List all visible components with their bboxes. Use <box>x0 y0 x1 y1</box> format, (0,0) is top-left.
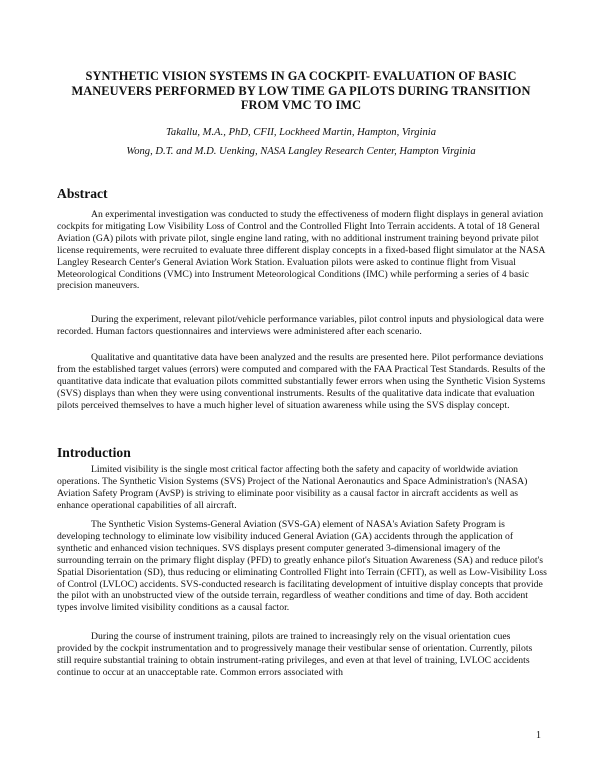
abstract-paragraph-3: Qualitative and quantitative data have been analyzed and the results are presented here. Pilot performance deviations from the established target values (errors) were computed and compared with the FAA Practical Test Standards. Results of the quantitative data indicate that evaluation pilots committed substantially fewer errors when using the Synthetic Vision Systems (SVS) displays than when they were using conventional instruments. Results of the qualitative data indicate that evaluation pilots perceived themselves to have a much higher level of situation awareness while using the SVS display concept. <box>57 352 546 411</box>
introduction-paragraph-3: During the course of instrument training, pilots are trained to increasingly rely on the visual orientation cues provided by the cockpit instrumentation and to progressively manage their vestibular sense of orientation. Currently, pilots still require substantial training to obtain instrument-rating privileges, and even at that level of training, LVLOC accidents continue to occur at an unacceptable rate. Common errors associated with <box>57 631 533 678</box>
paper-title: SYNTHETIC VISION SYSTEMS IN GA COCKPIT- EVALUATION OF BASIC MANEUVERS PERFORMED BY LOW TIME GA PILOTS DURING TRANSITION FROM VMC TO IMC <box>71 69 531 113</box>
abstract-heading: Abstract <box>57 186 108 201</box>
page-number: 1 <box>536 730 541 741</box>
introduction-paragraph-1: Limited visibility is the single most critical factor affecting both the safety and capacity of worldwide aviation operations. The Synthetic Vision Systems (SVS) Project of the National Aeronautics and Space Administration's (NASA) Aviation Safety Program (AvSP) is striving to eliminate poor visibility as a causal factor in aircraft accidents as well as enhance operational capabilities of all aircraft. <box>57 464 528 511</box>
author-line-1: Takallu, M.A., PhD, CFII, Lockheed Martin, Hampton, Virginia <box>165 127 436 138</box>
abstract-paragraph-2: During the experiment, relevant pilot/vehicle performance variables, pilot control inputs and physiological data were recorded. Human factors questionnaires and interviews were administered after each scenario. <box>57 314 544 337</box>
introduction-paragraph-2: The Synthetic Vision Systems-General Aviation (SVS-GA) element of NASA's Aviation Safety Program is developing technology to eliminate low visibility induced General Aviation (GA) accidents through the application of synthetic and enhanced vision techniques. SVS displays present computer generated 3-dimensional imagery of the surrounding terrain on the primary flight display (PFD) to greatly enhance pilot's Situation Awareness (SA) and reduce pilot's Spatial Disorientation (SD), thus reducing or eliminating Controlled Flight into Terrain (CFIT), as well as Low-Visibility Loss of Control (LVLOC) accidents. SVS-conducted research is facilitating development of intuitive display concepts that provide the pilot with an unobstructed view of the outside terrain, regardless of weather conditions and time of day. Both accident types involve limited visibility conditions as a causal factor. <box>57 519 547 614</box>
abstract-paragraph-1: An experimental investigation was conducted to study the effectiveness of modern flight displays in general aviation cockpits for mitigating Low Visibility Loss of Control and the Controlled Flight Into Terrain accidents. A total of 18 General Aviation (GA) pilots with private pilot, single engine land rating, with no additional instrument training beyond private pilot license requirements, were recruited to evaluate three different display concepts in a fixed-based flight simulator at the NASA Langley Research Center's General Aviation Work Station. Evaluation pilots were asked to continue flight from Visual Meteorological Conditions (VMC) into Instrument Meteorological Conditions (IMC) while performing a series of 4 basic precision maneuvers. <box>57 209 545 292</box>
author-line-2: Wong, D.T. and M.D. Uenking, NASA Langley Research Center, Hampton Virginia <box>126 146 476 157</box>
introduction-heading: Introduction <box>57 445 131 460</box>
